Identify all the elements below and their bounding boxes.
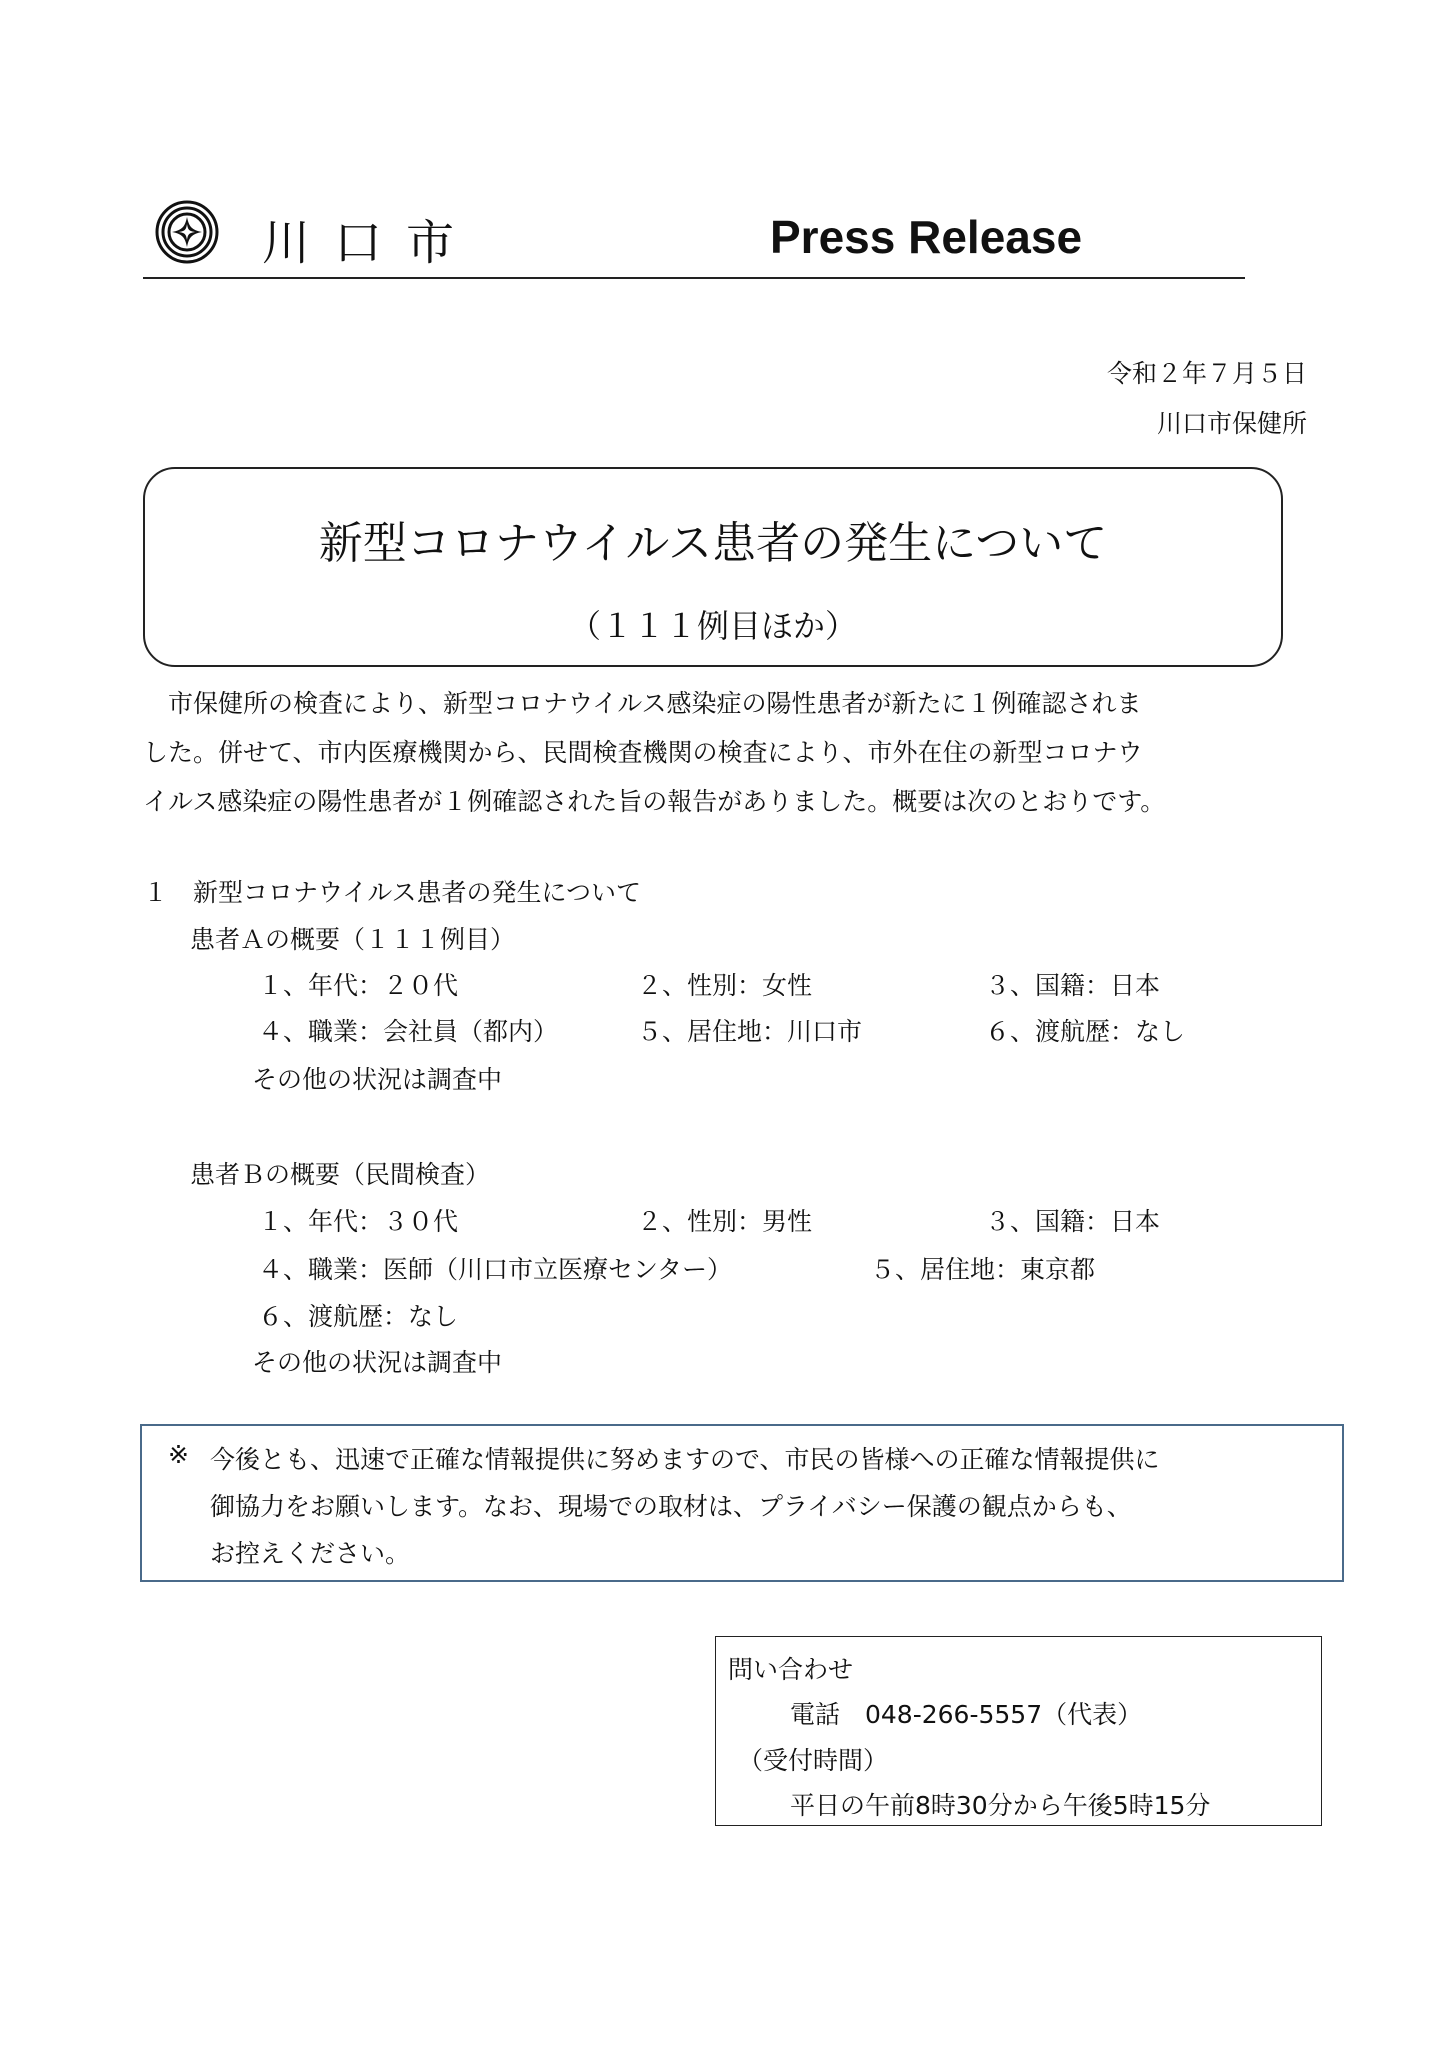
- patient-b-age: １、年代：３０代: [258, 1207, 459, 1236]
- patient-b-other: その他の状況は調査中: [252, 1348, 503, 1377]
- title-box: [143, 467, 1283, 667]
- notice-line: お控えください。: [210, 1539, 411, 1568]
- patient-b-nationality: ３、国籍：日本: [985, 1207, 1161, 1236]
- patient-b-occupation: ４、職業：医師（川口市立医療センター）: [258, 1255, 733, 1284]
- header-divider: [143, 277, 1245, 279]
- release-date: 令和２年７月５日: [1106, 359, 1307, 388]
- intro-line: した。併せて、市内医療機関から、民間検査機関の検査により、市外在住の新型コロナウ: [143, 738, 1143, 767]
- intro-line: 市保健所の検査により、新型コロナウイルス感染症の陽性患者が新たに１例確認されま: [168, 689, 1142, 718]
- notice-line: 御協力をお願いします。なお、現場での取材は、プライバシー保護の観点からも、: [210, 1492, 1132, 1521]
- intro-line: イルス感染症の陽性患者が１例確認された旨の報告がありました。概要は次のとおりです。: [143, 787, 1166, 816]
- press-release-label: Press Release: [770, 211, 1083, 263]
- notice-line: 今後とも、迅速で正確な情報提供に努めますので、市民の皆様への正確な情報提供に: [210, 1445, 1160, 1474]
- patient-b-travel: ６、渡航歴：なし: [258, 1302, 459, 1331]
- page-subtitle: （１１１例目ほか）: [568, 607, 857, 645]
- city-name: 川口市: [262, 215, 479, 271]
- patient-a-heading: 患者Ａの概要（１１１例目）: [190, 925, 516, 954]
- city-emblem-icon: [155, 200, 219, 264]
- patient-a-age: １、年代：２０代: [258, 971, 459, 1000]
- contact-heading: 問い合わせ: [728, 1655, 854, 1684]
- patient-a-other: その他の状況は調査中: [252, 1065, 503, 1094]
- patient-a-residence: ５、居住地：川口市: [637, 1017, 863, 1046]
- contact-hours-label: （受付時間）: [738, 1746, 889, 1775]
- contact-hours: 平日の午前8時30分から午後5時15分: [790, 1791, 1211, 1820]
- patient-b-sex: ２、性別：男性: [637, 1207, 813, 1236]
- patient-a-nationality: ３、国籍：日本: [985, 971, 1161, 1000]
- patient-b-residence: ５、居住地：東京都: [870, 1255, 1096, 1284]
- notice-mark: ※: [168, 1440, 189, 1469]
- patient-a-travel: ６、渡航歴：なし: [985, 1017, 1186, 1046]
- page-title: 新型コロナウイルス患者の発生について: [318, 518, 1108, 569]
- patient-a-sex: ２、性別：女性: [637, 971, 813, 1000]
- contact-phone: 電話 048-266-5557（代表）: [790, 1700, 1143, 1729]
- section-heading: １ 新型コロナウイルス患者の発生について: [143, 878, 642, 907]
- patient-a-occupation: ４、職業：会社員（都内）: [258, 1017, 559, 1046]
- patient-b-heading: 患者Ｂの概要（民間検査）: [190, 1160, 491, 1189]
- issuing-office: 川口市保健所: [1156, 409, 1307, 438]
